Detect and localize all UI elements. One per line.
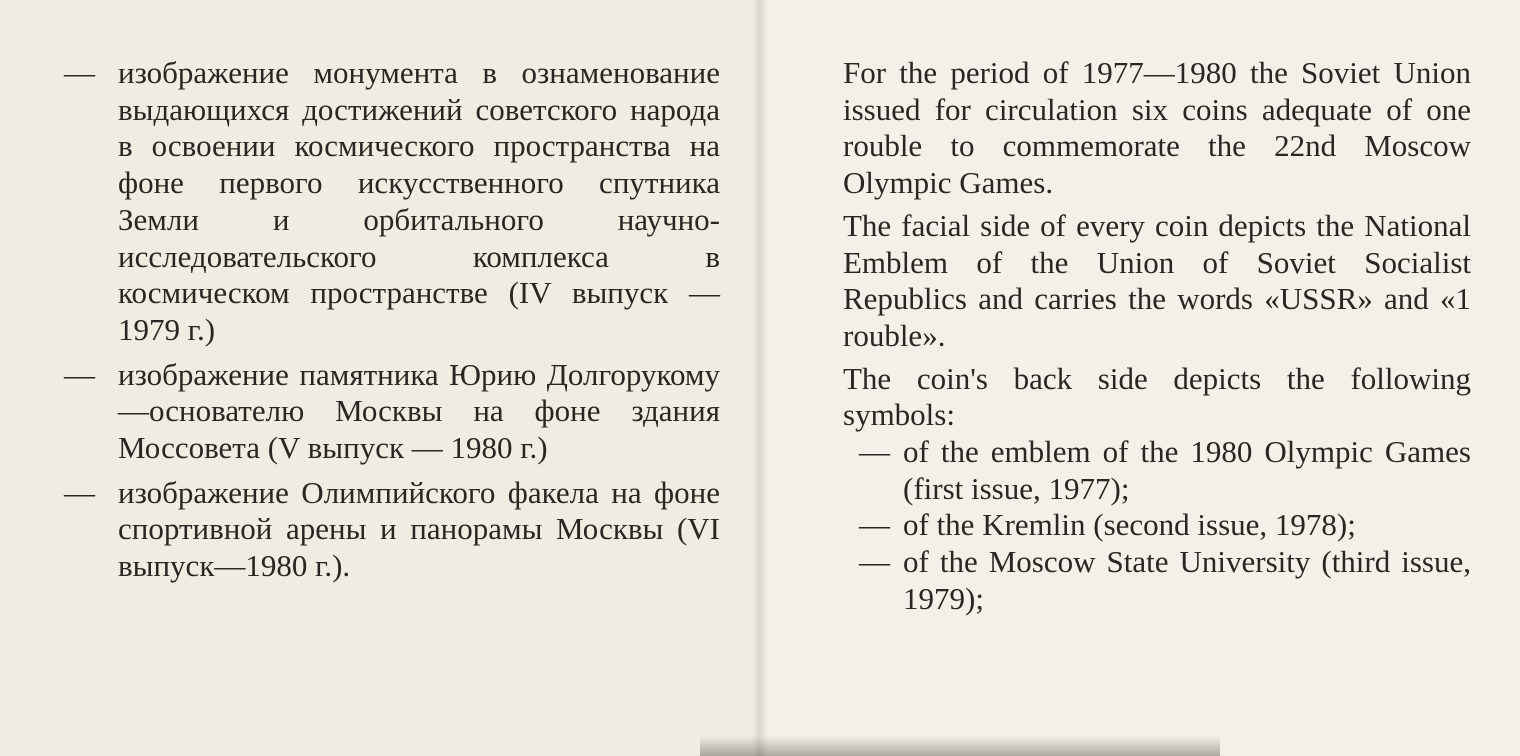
english-text-column <box>843 55 1471 618</box>
list-item-text: of the Moscow State University (third issue, 1979); <box>903 544 1471 616</box>
list-item-text: of the Kremlin (second issue, 1978); <box>903 507 1356 543</box>
list-item <box>843 507 1471 544</box>
list-dash: — <box>64 474 95 510</box>
list-item <box>64 475 720 585</box>
list-dash: — <box>859 544 890 580</box>
paragraph-period: For the period of 1977—1980 the Soviet Union issued for circulation six coins adequate of one rouble to commemorate the 22nd Moscow Olympic Games. <box>843 55 1471 201</box>
list-item-text: of the emblem of the 1980 Olympic Games (first issue, 1977); <box>903 434 1471 506</box>
list-item <box>843 544 1471 617</box>
paragraph-facial-side: The facial side of every coin depicts the National Emblem of the Union of Soviet Socialist Republics and carries the words «USSR» and «1 rouble». <box>843 207 1471 353</box>
list-item <box>64 357 720 467</box>
list-item-text: изображение Олимпийского факела на фоне спортивной арены и панорамы Москвы (VI выпуск—1980 г.). <box>118 474 720 584</box>
russian-text-column <box>64 55 720 585</box>
bottom-shadow <box>700 736 1220 756</box>
paragraph-back-side: The coin's back side depicts the following symbols: <box>843 360 1471 433</box>
list-dash: — <box>64 356 95 392</box>
list-item-text: изображение памятника Юрию Долгорукому—основателю Москвы на фоне здания Моссовета (V выпуск — 1980 г.) <box>118 356 720 466</box>
list-item <box>843 434 1471 507</box>
page-gutter <box>752 0 768 756</box>
list-item <box>64 55 720 349</box>
list-dash: — <box>859 434 890 470</box>
list-dash: — <box>64 55 95 90</box>
list-item-text: изображение монумента в ознаменование выдающихся достижений советского народа в освоении космического пространства на фоне первого искусственного спутника Земли и орбитального научно-исследовательского комплекса в космическом пространстве (IV выпуск — 1979 г.) <box>118 55 720 347</box>
list-dash: — <box>859 507 890 543</box>
